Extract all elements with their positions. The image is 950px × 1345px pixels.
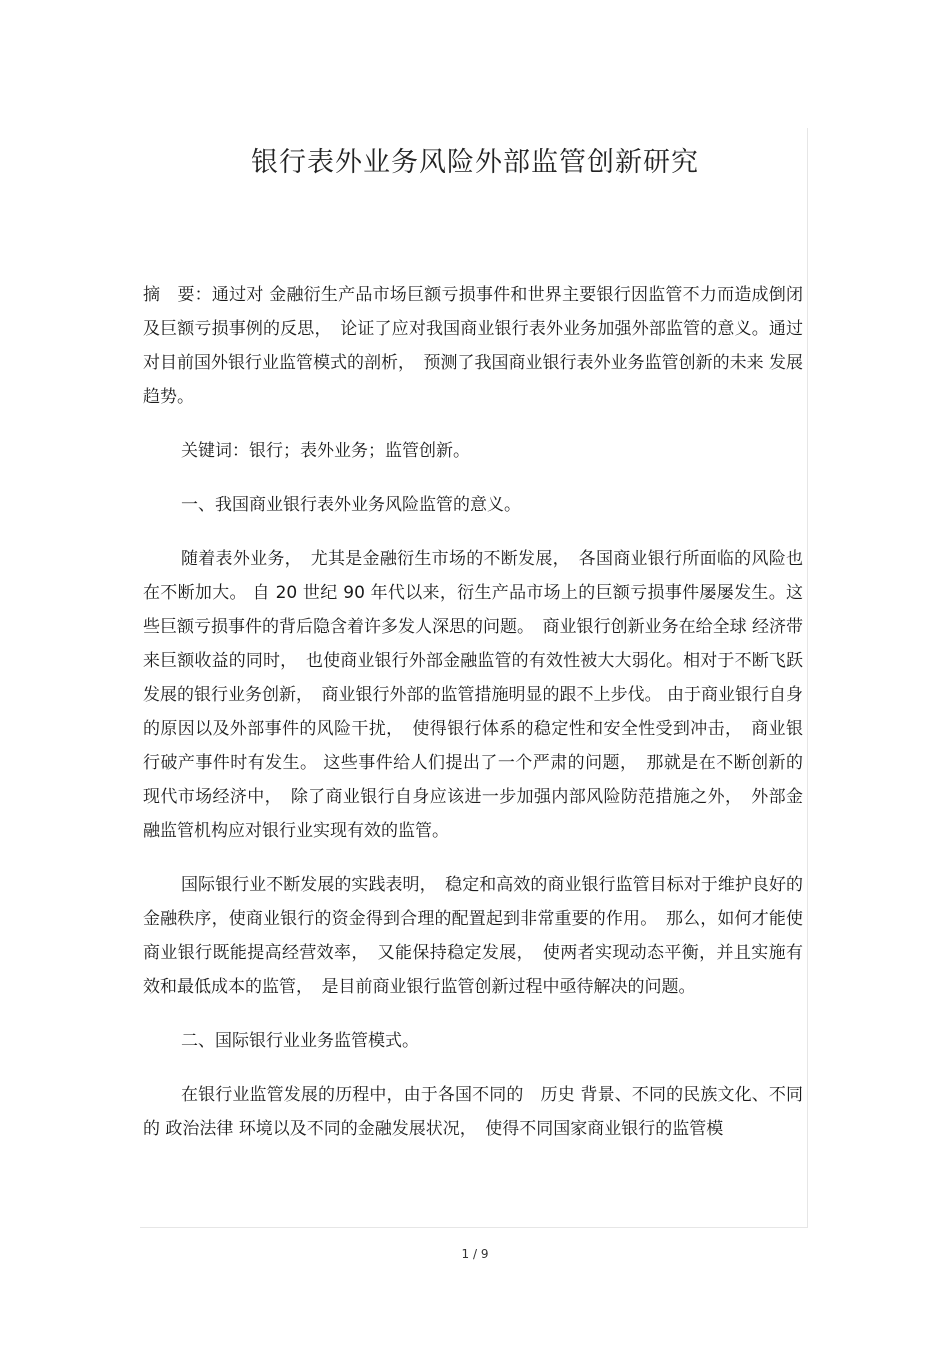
page-number: 1 / 9 — [461, 1247, 489, 1261]
body-paragraph: 在银行业监管发展的历程中，由于各国不同的 历史 背景、不同的民族文化、不同的 政治法律 环境以及不同的金融发展状况， 使得不同国家商业银行的监管模 — [143, 1085, 803, 1139]
section-heading-2: 二、国际银行业业务监管模式。 — [181, 1031, 419, 1051]
body-paragraph: 随着表外业务， 尤其是金融衍生市场的不断发展， 各国商业银行所面临的风险也在不断加大。 自 20 世纪 90 年代以来，衍生产品市场上的巨额亏损事件屡屡发生。这些巨额亏损事件的背后隐含着许多发人深思的问题。 商业银行创新业务在给全球 经济带来巨额收益的同时， 也使商业银行外部金融监管的有效性被大大弱化。相对于不断飞跃发展的银行业务创新， 商业银行外部的监管措施明显的跟不上步伐。 由于商业银行自身的原因以及外部事件的风险干扰， 使得银行体系的稳定性和安全性受到冲击， 商业银行破产事件时有发生。 这些事件给人们提出了一个严肃的问题， 那就是在不断创新的 现代市场经济中， 除了商业银行自身应该进一步加强内部风险防范措施之外， 外部金融监管机构应对银行业实现有效的监管。 — [143, 549, 803, 841]
document-title: 银行表外业务风险外部监管创新研究 — [251, 147, 699, 178]
document-body — [143, 278, 803, 1146]
page-border-bottom — [140, 1227, 808, 1228]
keywords-paragraph: 关键词：银行；表外业务；监管创新。 — [181, 441, 470, 461]
abstract-paragraph: 摘 要：通过对 金融衍生产品市场巨额亏损事件和世界主要银行因监管不力而造成倒闭及巨额亏损事例的反思， 论证了应对我国商业银行表外业务加强外部监管的意义。通过对目前国外银行业监管模式的剖析， 预测了我国商业银行表外业务监管创新的未来 发展趋势。 — [143, 285, 803, 407]
page-border-right — [807, 128, 808, 1228]
section-heading-1: 一、我国商业银行表外业务风险监管的意义。 — [181, 495, 521, 515]
body-paragraph: 国际银行业不断发展的实践表明， 稳定和高效的商业银行监管目标对于维护良好的金融秩序，使商业银行的资金得到合理的配置起到非常重要的作用。 那么，如何才能使商业银行既能提高经营效率， 又能保持稳定发展， 使两者实现动态平衡，并且实施有效和最低成本的监管， 是目前商业银行监管创新过程中亟待解决的问题。 — [143, 875, 803, 997]
